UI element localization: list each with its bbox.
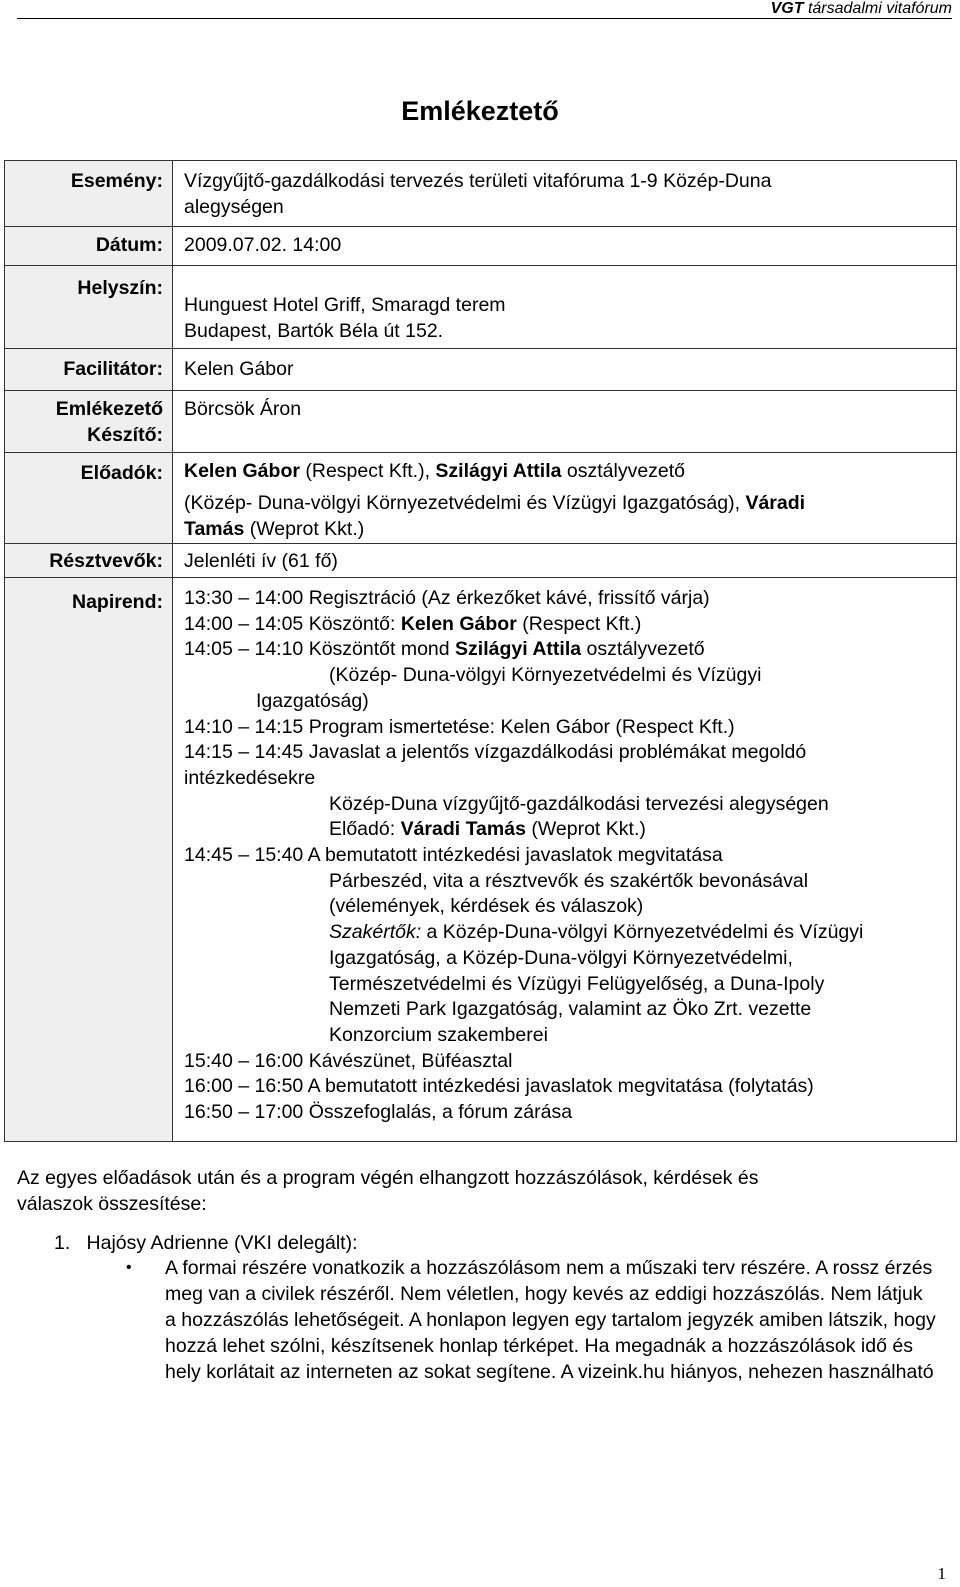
header-label: társadalmi vitafórum (807, 0, 952, 17)
value-resztvevok: Jelenléti ív (61 fő) (173, 544, 957, 578)
agenda-text: Előadó: (329, 818, 401, 841)
agenda-text: osztályvezető (581, 638, 705, 661)
row-napirend (5, 578, 957, 1142)
label-resztvevok: Résztvevők: (5, 544, 173, 578)
eloadok-line3 (184, 516, 950, 542)
emlekezteto-label2: Készítő: (87, 423, 163, 446)
agenda-line: Párbeszéd, vita a résztvevők és szakértők bevonásával (329, 869, 809, 892)
row-helyszin (5, 266, 957, 349)
label-esemeny: Esemény: (5, 161, 173, 227)
agenda-speaker: Szilágyi Attila (455, 638, 582, 661)
agenda-line: 15:40 – 16:00 Kávészünet, Büféasztal (184, 1049, 513, 1072)
item-text: Hajósy Adrienne (VKI delegált): (86, 1232, 358, 1254)
numbered-item (54, 1230, 358, 1256)
agenda-speaker: Kelen Gábor (400, 612, 517, 635)
value-napirend (173, 578, 957, 1142)
helyszin-line2: Budapest, Bartók Béla út 152. (184, 319, 444, 342)
header-text (771, 0, 952, 18)
agenda-line: intézkedésekre (184, 766, 316, 789)
agenda-line: 14:10 – 14:15 Program ismertetése: Kelen Gábor (Respect Kft.) (184, 715, 735, 738)
label-datum: Dátum: (5, 227, 173, 266)
eloadok-p2-rest: osztályvezető (561, 460, 686, 482)
agenda-text: 14:05 – 14:10 Köszöntőt mond (184, 638, 456, 661)
document-title: Emlékeztető (401, 96, 559, 126)
agenda-speaker: Váradi Tamás (400, 818, 526, 841)
agenda-line: Természetvédelmi és Vízügyi Felügyelőség, a Duna-Ipoly (329, 972, 825, 995)
agenda-line (184, 920, 950, 946)
agenda-line: Nemzeti Park Igazgatóság, valamint az Öko Zrt. vezette (329, 998, 812, 1021)
agenda-line: Konzorcium szakemberei (329, 1023, 548, 1046)
summary-intro-line2: válaszok összesítése: (17, 1193, 207, 1215)
page-number: 1 (937, 1564, 946, 1583)
row-emlekezteto (5, 391, 957, 453)
speaker-szilagyi: Szilágyi Attila (435, 460, 562, 482)
bullet-icon: • (126, 1259, 132, 1276)
agenda-line: Közép-Duna vízgyűjtő-gazdálkodási tervezési alegységen (329, 792, 829, 815)
agenda-text: 14:00 – 14:05 Köszöntő: (184, 612, 401, 635)
agenda-line (184, 817, 950, 843)
esemeny-line2: alegységen (184, 195, 284, 218)
eloadok-line1 (184, 458, 950, 484)
agenda-line: (Közép- Duna-völgyi Környezetvédelmi és Vízügyi (329, 664, 762, 687)
speaker-kelen: Kelen Gábor (184, 460, 300, 482)
eloadok-p4-rest: (Weprot Kkt.) (244, 518, 365, 540)
emlekezteto-label1: Emlékezető (55, 398, 163, 420)
value-eloadok (173, 453, 957, 544)
speaker-varadi: Váradi (745, 492, 806, 514)
row-eloadok (5, 453, 957, 544)
value-esemeny (173, 161, 957, 227)
label-helyszin: Helyszín: (5, 266, 173, 349)
bullet-text: A formai részére vonatkozik a hozzászólásom nem a műszaki terv részére. A rossz érzés meg van a civilek részéről. Nem véletlen, hogy kevés az eddigi hozzászólás. Nem látjuk a hozzászólás lehetőségeit. A honlapon legyen egy tartalom jegyzék amiben látszik, hogy hozzá lehet szólni, készítsenek honlap térképet. Ha megadnák a hozzászólások idő és hely korlátait az interneten az sokat segítene. A vizeink.hu hiányos, nehezen használható (165, 1257, 936, 1383)
value-datum: 2009.07.02. 14:00 (173, 227, 957, 266)
eloadok-p1-rest: (Respect Kft.), (299, 460, 436, 482)
agenda-line: 13:30 – 14:00 Regisztráció (Az érkezőket kávé, frissítő várja) (184, 587, 710, 609)
row-facilitator (5, 349, 957, 391)
agenda-line: 16:00 – 16:50 A bemutatott intézkedési javaslatok megvitatása (folytatás) (184, 1075, 814, 1098)
eloadok-p3: (Közép- Duna-völgyi Környezetvédelmi és Vízügyi Igazgatóság), (184, 492, 746, 514)
agenda-line: 16:50 – 17:00 Összefoglalás, a fórum zárása (184, 1101, 573, 1124)
header-brand: VGT (770, 0, 804, 17)
row-esemeny (5, 161, 957, 227)
agenda-line (184, 612, 950, 638)
value-facilitator: Kelen Gábor (173, 349, 957, 391)
agenda-line (184, 637, 950, 663)
speaker-tamas: Tamás (184, 518, 245, 540)
row-resztvevok (5, 544, 957, 578)
summary-intro-line1: Az egyes előadások után és a program végén elhangzott hozzászólások, kérdések és (17, 1167, 759, 1189)
agenda-text: (Weprot Kkt.) (525, 818, 646, 841)
info-table (4, 160, 957, 1142)
helyszin-line1: Hunguest Hotel Griff, Smaragd terem (184, 294, 506, 316)
agenda-line: (vélemények, kérdések és válaszok) (329, 895, 644, 918)
agenda-line: Igazgatóság) (256, 689, 369, 712)
eloadok-line2 (184, 490, 950, 516)
item-number: 1. (54, 1232, 71, 1254)
summary-intro (17, 1165, 917, 1217)
agenda-text: a Közép-Duna-völgyi Környezetvédelmi és Vízügyi (421, 921, 864, 944)
esemeny-line1: Vízgyűjtő-gazdálkodási tervezés területi vitafóruma 1-9 Közép-Duna (184, 170, 772, 192)
page-header (17, 0, 952, 19)
agenda-line: 14:45 – 15:40 A bemutatott intézkedési javaslatok megvitatása (184, 844, 723, 867)
label-napirend: Napirend: (5, 578, 173, 1142)
label-eloadok: Előadók: (5, 453, 173, 544)
value-helyszin (173, 266, 957, 349)
label-facilitator: Facilitátor: (5, 349, 173, 391)
label-emlekezteto (5, 391, 173, 453)
agenda-text: (Respect Kft.) (516, 612, 642, 635)
value-emlekezteto: Börcsök Áron (173, 391, 957, 453)
agenda-experts-label: Szakértők: (329, 921, 422, 944)
row-datum (5, 227, 957, 266)
agenda-line: 14:15 – 14:45 Javaslat a jelentős vízgazdálkodási problémákat megoldó (184, 741, 807, 764)
agenda-line: Igazgatóság, a Közép-Duna-völgyi Környezetvédelmi, (329, 946, 793, 969)
